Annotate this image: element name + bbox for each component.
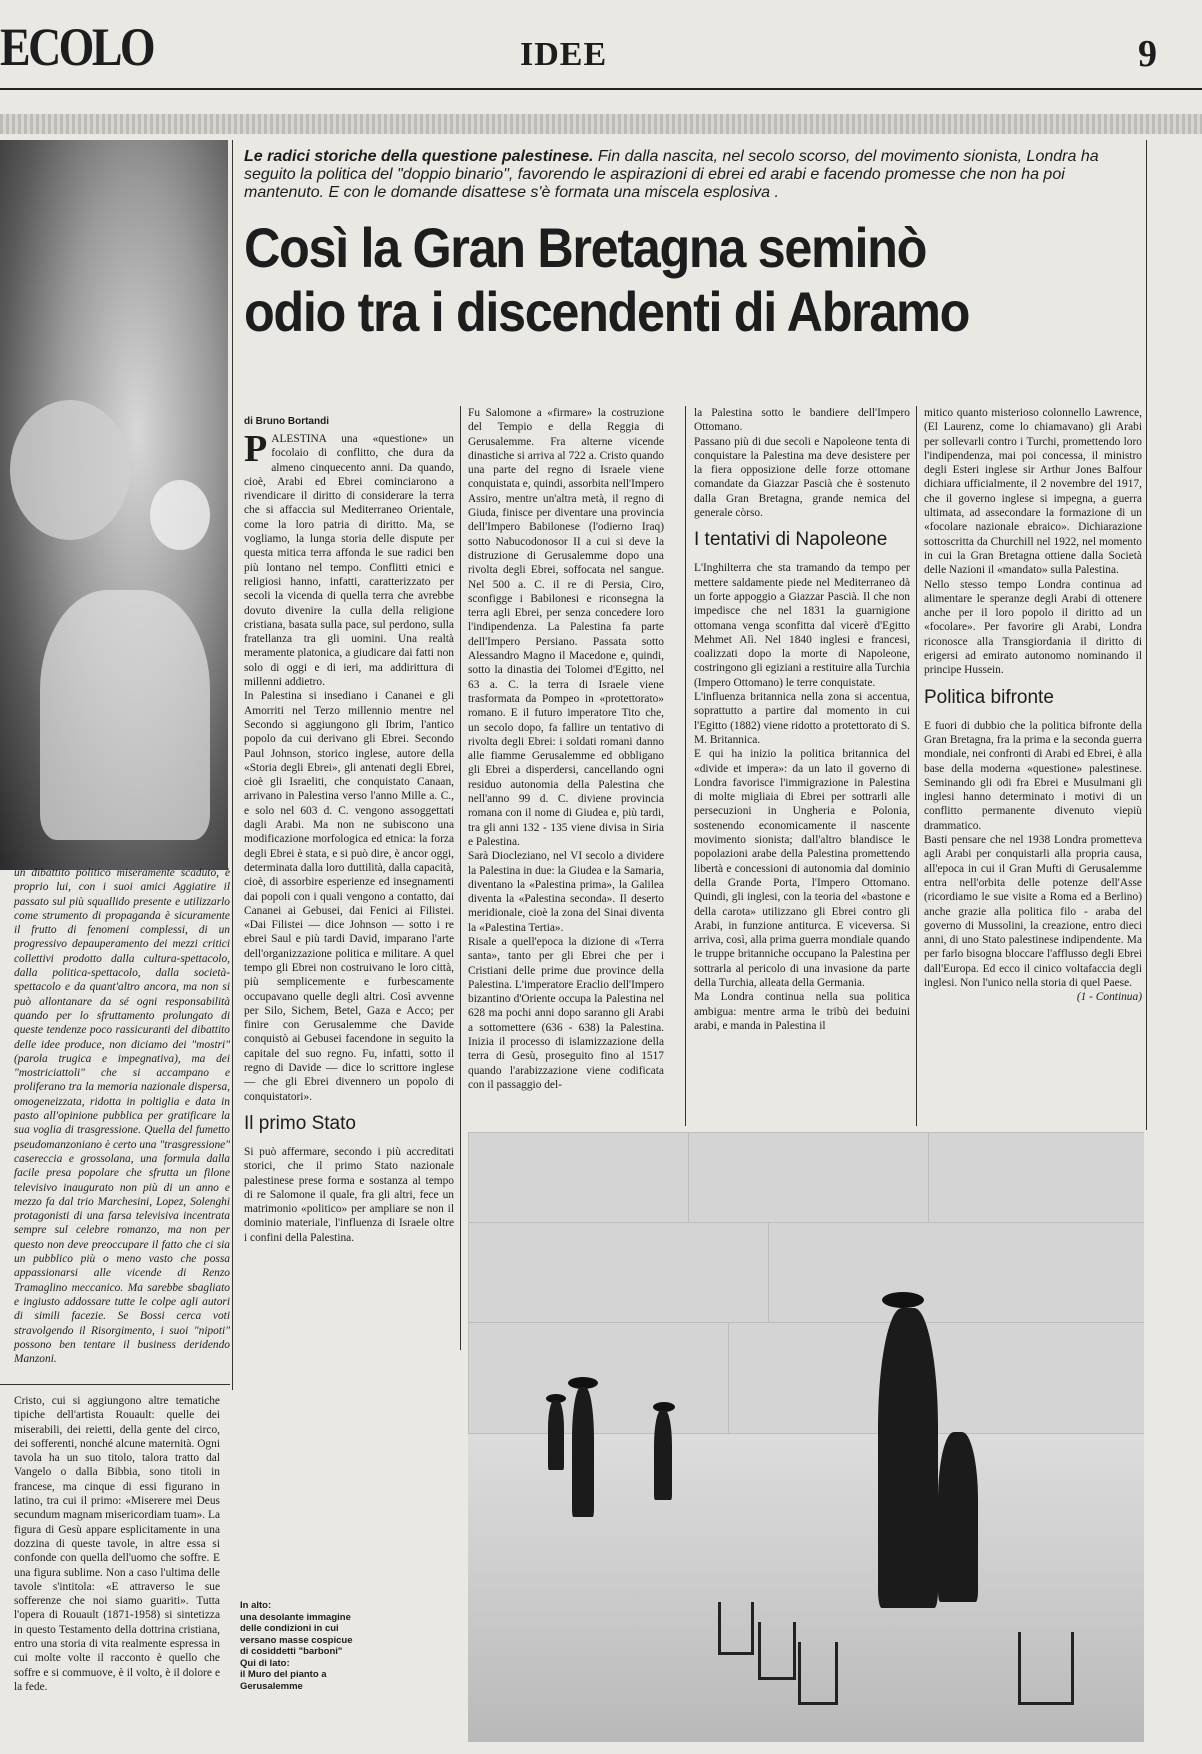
photo-caption — [240, 1600, 360, 1692]
paragraph: Basti pensare che nel 1938 Londra prometteva agli Arabi per conquistarli alla propria causa, all'epoca in cui il Gran Mufti di Gerusalemme entra nell'orbita delle potenze dell'Asse (ricordiamo le sue visite a Roma ed a Berlino) anche grazie alla politica filo - araba del governo di Mussolini, la creazione, entro dieci anni, di uno Stato palestinese indipendente. Ma per farlo bisogna bloccare l'afflusso degli Ebrei dall'Europa. Ed ecco il cinico voltafaccia degli inglesi. Non l'unico nella storia di quel Paese. — [924, 834, 1142, 989]
deck — [244, 148, 1144, 202]
paragraph: Risale a quell'epoca la dizione di «Terra santa», tanto per gli Ebrei che per i Cristiani delle prime due province della Palestina. L'imperatore Eraclio dell'Impero bizantino d'Oriente occupa la Palestina nel 628 ma pochi anni dopo saranno gli Arabi a sottometterе (636 - 638) la Palestina. Inizia il processo di islamizzazione della terra di Gesù, proseguito fino al 1517 quando l'arabizzazione viene codificata con il passaggio del- — [468, 935, 664, 1091]
deck-text: Fin dalla nascita, nel secolo scorso, del movimento sionista, Londra ha seguito la politica del "doppio binario", favorendo le aspirazioni di ebrei ed arabi e facendo promesse che non ha poi mantenuto. E con le domande disattese s'è formata una miscela esplosiva . — [244, 148, 1099, 201]
left-italic-column: un dibattito politico miseramente scaduto, è proprio lui, con i suoi amici Aggiatire il passato sul più squallido presente e utilizzarlo come strumento di propaganda è sicuramente il frutto di fenomeni complessi, di un progressivo depauperamento dei mezzi critici collettivi prodotto dalla cultura-spettacolo, dalla politica-spettacolo, dalla società- spettacolo e da quant'altro ancora, ma non si può allontanare da sé ogni responsabilità quando per lo sfruttamento prolungato di queste tendenze poco rassicuranti del dibattito delle idee produce, non diciamo dei "mostri" (parola trugica e impegnativa), ma dei "mostriciattoli" che si accampano e proliferano tra la memoria nazionale dispersa, omogeneizzata, ridotta in poltiglia e data in pasto all'opinione pubblica per gratificare la sua voglia di trasgressione. Quella del fumetto pseudomanzoniano è certo una "trasgressione" casereccia e grossolana, una formula dalla facile presa popolare che sfrutta un filone televisivo inaugurato non più di un anno e mezzo fa dal trio Marchesini, Lopez, Solenghi protagonisti di una farsa televisiva incentrata sempre sul celebre romanzo, ma non per questo non deve preoccupare il fatto che ci sia un pubblico più o meno vasto che possa appassionarsi alle vicende di Renzo Tramaglino meccanico. Ma sarebbe sbagliato e ingiusto addossare tutte le colpe agli autori di simili facezie. Se Bossi cerca voti stravolgendo il Risorgimento, i suoi "nipoti" possono ben tentare il business deridendo Manzoni. — [14, 867, 230, 1366]
paragraph: Nello stesso tempo Londra continua ad alimentare le speranze degli Arabi di ottenere anche per il loro popolo il diritto ad un «focolare». Per favorire gli Arabi, Londra riconosce alla Transgiordania il diritto di erigersi ad emirato autonomo nominando il principe Hussein. — [924, 578, 1142, 677]
western-wall-photo — [468, 1132, 1144, 1742]
wall-stone — [928, 1132, 1144, 1224]
chair — [1018, 1632, 1074, 1705]
drop-cap: P — [244, 428, 268, 470]
worshipper — [878, 1308, 938, 1608]
crowd-photo — [0, 140, 228, 870]
paragraph: ALESTINA una «questione» un focolaio di conflitto, che dura da almeno cinquecento anni. Da quando, cioè, Arabi ed Ebrei cominciarono a rivendicare il diritto di considerare la terra che si affaccia sul Mediterraneo Orientale, come la loro patria di diritto. Ma, se vogliamo, la lunga storia delle dispute per questa mitica terra affonda le sue radici ben più lontano nel tempo. Conflitti etnici e religiosi hanno, infatti, caratterizzato per secoli la vicenda di quella terra che avrebbe dovuto divenire la culla della religione cristiana, basata sulla pace, sul perdono, sulla fratellanza tra gli uomini. Una realtà meramente platonica, a giudicare dai fatti non solo di oggi e di ieri, ma addirittura di millenni addietro. — [244, 433, 454, 689]
masthead: ECOLO — [0, 17, 154, 77]
divider — [0, 1384, 230, 1385]
paragraph: In Palestina si insediano i Cananei e gli Amorriti nel Terzo millennio mentre nel Secondo si aggiungono gli Ibrim, l'antico popolo da cui derivano gli Ebrei. Secondo Paul Johnson, storico inglese, autore della «Storia degli Ebrei», gli antenati degli Ebrei, cioè gli Israeliti, che conquistato Canaan, arrivano in Palestina verso l'anno Mille a. C., e solo nel 603 d. C. vengono assoggettati dagli Arabi. Ma non ne subiscono una modificazione morfologica ed etnica: la forza degli Ebrei è stata, e si può dire, è ancor oggi, determinata dalla loro duttilità, dalla capacità, cioè, di assorbire esperienze ed insegnamenti dai popoli con i quali vengono a contatto, dai Cananei ai Gebusei, dai Fenici ai Filistei. «Dai Filistei — dice Johnson — sotto i re ebrei Saul e più tardi David, imparano l'arte dell'organizzazione politica e militare. A quel tempo gli Ebrei non costruivano le loro città, più semplicemente e furbescamente occupavano quelle degli altri. Così avvenne per Silo, Sichem, Betel, Gaza e Acco; per finire con Gerusalemme che Davide conquistò ai Gebusei facendone in seguito la capitale del suo regno. Fu, infatti, sotto il regno di Davide — dice lo scrittore inglese — che gli Ebrei divennero un popolo di conquistatori». — [244, 690, 454, 1103]
paragraph: la Palestina sotto le bandiere dell'Impero Ottomano. — [694, 407, 910, 434]
worshipper — [548, 1400, 564, 1470]
deck-lead: Le radici storiche della questione palestinese. — [244, 148, 594, 165]
article-column-1 — [244, 428, 454, 1245]
headline-line: odio tra i discendenti di Abramo — [244, 280, 970, 343]
paragraph: mitico quanto misterioso colonnello Lawrence, (El Laurenz, come lo chiamavano) gli Arabi per sollevarli contro i Turchi, promettendo loro l'indipendenza, mai poi concessa, il ministro degli Esteri inglese sir Arthur Jones Balfour dichiara ufficialmente, il 2 novembre del 1917, che il governo inglese si impegna, a guerra ultimata, ad assecondare la formazione di un «focolare nazionale ebraico». Dichiarazione sottoscritta da Churchill nel 1922, nel momento in cui la Gran Bretagna ottiene dalla Società delle Nazioni il «mandato» sulla Palestina. — [924, 407, 1142, 577]
wall-stone — [468, 1222, 770, 1324]
subheading: Il primo Stato — [244, 1112, 356, 1134]
article-column-3 — [694, 406, 910, 1033]
worshipper — [572, 1387, 594, 1517]
wall-stone — [468, 1132, 690, 1224]
column-rule — [916, 406, 917, 1126]
paragraph: L'influenza britannica nella zona si accentua, soprattutto a partire dal momento in cui l'Egitto (1882) viene ridotto a protettorato di S. M. Britannica. — [694, 691, 910, 746]
wall-stone — [468, 1322, 730, 1434]
caption-text: il Muro del pianto a Gerusalemme — [240, 1669, 327, 1692]
article-column-2 — [468, 406, 664, 1092]
paragraph: Fu Salomone a «firmare» la costruzione del Tempio e della Reggia di Gerusalemme. Fra alterne vicende dinastiche si arriva al 722 a. Cristo quando una parte del regno di Israele viene conquistata e, quindi, assorbita nell'Impero Assiro, mentre un'altra metà, il regno di Giuda, finisce per diventare una provincia dell'Impero Babilonese (l'odierno Iraq) sotto Nabucodonosor II a cui si deve la distruzione di Gerusalemme dopo una rivolta degli Ebrei, soffocata nel sangue. Nel 500 a. C. il re di Persia, Ciro, sconfigge i Babilonesi e riconsegna la terra agli Ebrei, per senza concedere loro l'indipendenza. La Palestina fa parte dell'Impero Persiano. Passata sotto Alessandro Magno il Macedone e, quindi, sotto la dinastia dei Tolomei d'Egitto, nel 63 a. C. la terra di Israele viene trasformata da Pompeo in «protettorato» romano. E il futuro imperatore Tito che, un secolo dopo, fa fallire un tentativo di rivolta degli Ebrei: i soldati romani danno alle fiamme Gerusalemme ed obbligano gli Ebrei a disperdersi, cancellando ogni residuo autonomia della Palestina che nell'anno 99 d. C. diviene provincia romana con il nome di Giudea e, più tardi, tra gli anni 132 - 135 viene divisa in Siria e Palestina. — [468, 407, 664, 848]
byline: di Bruno Bortandi — [244, 416, 329, 427]
photo-face — [10, 400, 130, 540]
left-bottom-column: Cristo, cui si aggiungono altre tematiche tipiche dell'artista Rouault: quelle dei miserabili, dei reietti, della gente del circo, dei sofferenti, nonché alcune maternità. Ogni tavola ha un suo titolo, talora tratto dal Vangelo o dalla Bibbia, sono titoli in francese, ma cinque di essi figurano in latino, tra cui il primo: «Miserere mei Deus secundum magnam misericordiam tuam». La figura di Gesù appare esplicitamente in una dozzina di queste tavole, in altre essa si confonde con quella dell'uomo che soffre. E una figura sublime. Non a caso l'ultima delle tavole s'intitola: «E attraverso le sue sofferenze che noi siamo guariti». Tutta l'opera di Rouault (1871-1958) si sintetizza in questo Testamento della dottrina cristiana, entro una storia di vita realmente espressa in cui molte volte il racconto è quello che soffre e si commuove, è il volto, è il dolore e la fede. — [14, 1395, 220, 1693]
wall-stone — [768, 1222, 1144, 1324]
continued-note: (1 - Continua) — [1076, 991, 1142, 1004]
photo-face — [150, 480, 210, 550]
paragraph: Ma Londra continua nella sua politica ambigua: mentre arma le tribù dei beduini arabi, e manda in Palestina il — [694, 991, 910, 1032]
column-rule — [685, 406, 686, 1126]
hat — [882, 1292, 924, 1308]
paragraph: Si può affermare, secondo i più accreditati storici, che il primo Stato nazionale palestinese prese forma e sostanza al tempo di re Salomone il quale, fra gli altri, fece un matrimonio «politico» per ampliare se non il dominio materiale, l'influenza di Israele oltre i confini della Palestina. — [244, 1145, 454, 1244]
paragraph: E qui ha inizio la politica britannica del «divide et impera»: da un lato il governo di Londra favorisce l'immigrazione in Palestina di molte migliaia di Ebrei per sottrarli alle persecuzioni in Ungheria e Polonia, sostenendo economicamente il nascente movimento sionista; dall'altro blandisce le popolazioni arabe della Palestina promettendo libertà e concessioni di autonomia dal dominio della Grande Porta, l'Impero Ottomano. Quindi, gli inglesi, con la teoria del «bastone e della carota» utilizzano gli Ebrei contro gli Arabi, in funzione antiturca. E viceversa. Si arriva, così, alla prima guerra mondiale quando le truppe britanniche occupano la Palestina per sottrarla al pericolo di una invasione da parte della Turchia, alleata della Germania. — [694, 748, 910, 989]
worshipper — [654, 1410, 672, 1500]
worshipper — [938, 1432, 978, 1602]
photo-child — [40, 590, 210, 840]
page-number: 9 — [1138, 33, 1157, 75]
caption-label: In alto: — [240, 1600, 272, 1611]
paragraph: L'Inghilterra che sta tramando da tempo per mettere saldamente piede nel Mediterraneo dà un forte appoggio a Giazzar Pascià. Il che non impedisce che nel 1831 la guarnigione ottomana venga sconfitta dal vicerè d'Egitto Mehmet Alì. Nel 1840 inglesi e francesi, coalizzati dopo la morte di Napoleone, costringono gli egiziani a restituire alla Turchia (Impero Ottomano) le terre conquistate. — [694, 562, 910, 689]
subheading: I tentativi di Napoleone — [694, 529, 888, 551]
paragraph: Passano più di due secoli e Napoleone tenta di conquistare la Palestina ma deve desistere per la fiera opposizione delle forze ottomane comandate da Giazzar Pascià che è sostenuto dalla Gran Bretagna, grande nemica del generale còrso. — [694, 435, 910, 520]
headline — [244, 216, 1054, 344]
section-band — [0, 114, 1202, 134]
subheading: Politica bifronte — [924, 686, 1054, 708]
column-rule — [232, 140, 233, 1390]
chair — [758, 1622, 796, 1680]
caption-text: una desolante immagine delle condizioni in cui versano masse cospicue di cosiddetti "barboni" — [240, 1611, 353, 1657]
top-rule — [0, 88, 1202, 90]
column-rule — [460, 406, 461, 1350]
article-column-4 — [924, 406, 1142, 1005]
paragraph: E fuori di dubbio che la politica bifronte della Gran Bretagna, fra la prima e la seconda guerra mondiale, nei confronti di Arabi ed Ebrei, è alla base della moderna «questione» palestinese. Seminando gli odi fra Ebrei e Musulmani gli inglesi hanno determinato i motivi di un conflitto permanente divenuto viepiù drammatico. — [924, 719, 1142, 832]
wall-stone — [688, 1132, 930, 1224]
paragraph: Sarà Diocleziano, nel VI secolo a dividere la Palestina in due: la Giudea e la Samaria, diventano la «Palestina prima», la Galilea diventa la «Palestina seconda». Il deserto meridionale, cioè la zona del Sinai diventa la «Palestina Tertia». — [468, 850, 664, 934]
section-title: IDEE — [520, 36, 608, 73]
chair — [798, 1642, 838, 1705]
chair — [718, 1602, 754, 1655]
column-rule — [1146, 140, 1147, 1130]
headline-line: Così la Gran Bretagna seminò — [244, 216, 927, 279]
caption-label: Qui di lato: — [240, 1657, 290, 1669]
